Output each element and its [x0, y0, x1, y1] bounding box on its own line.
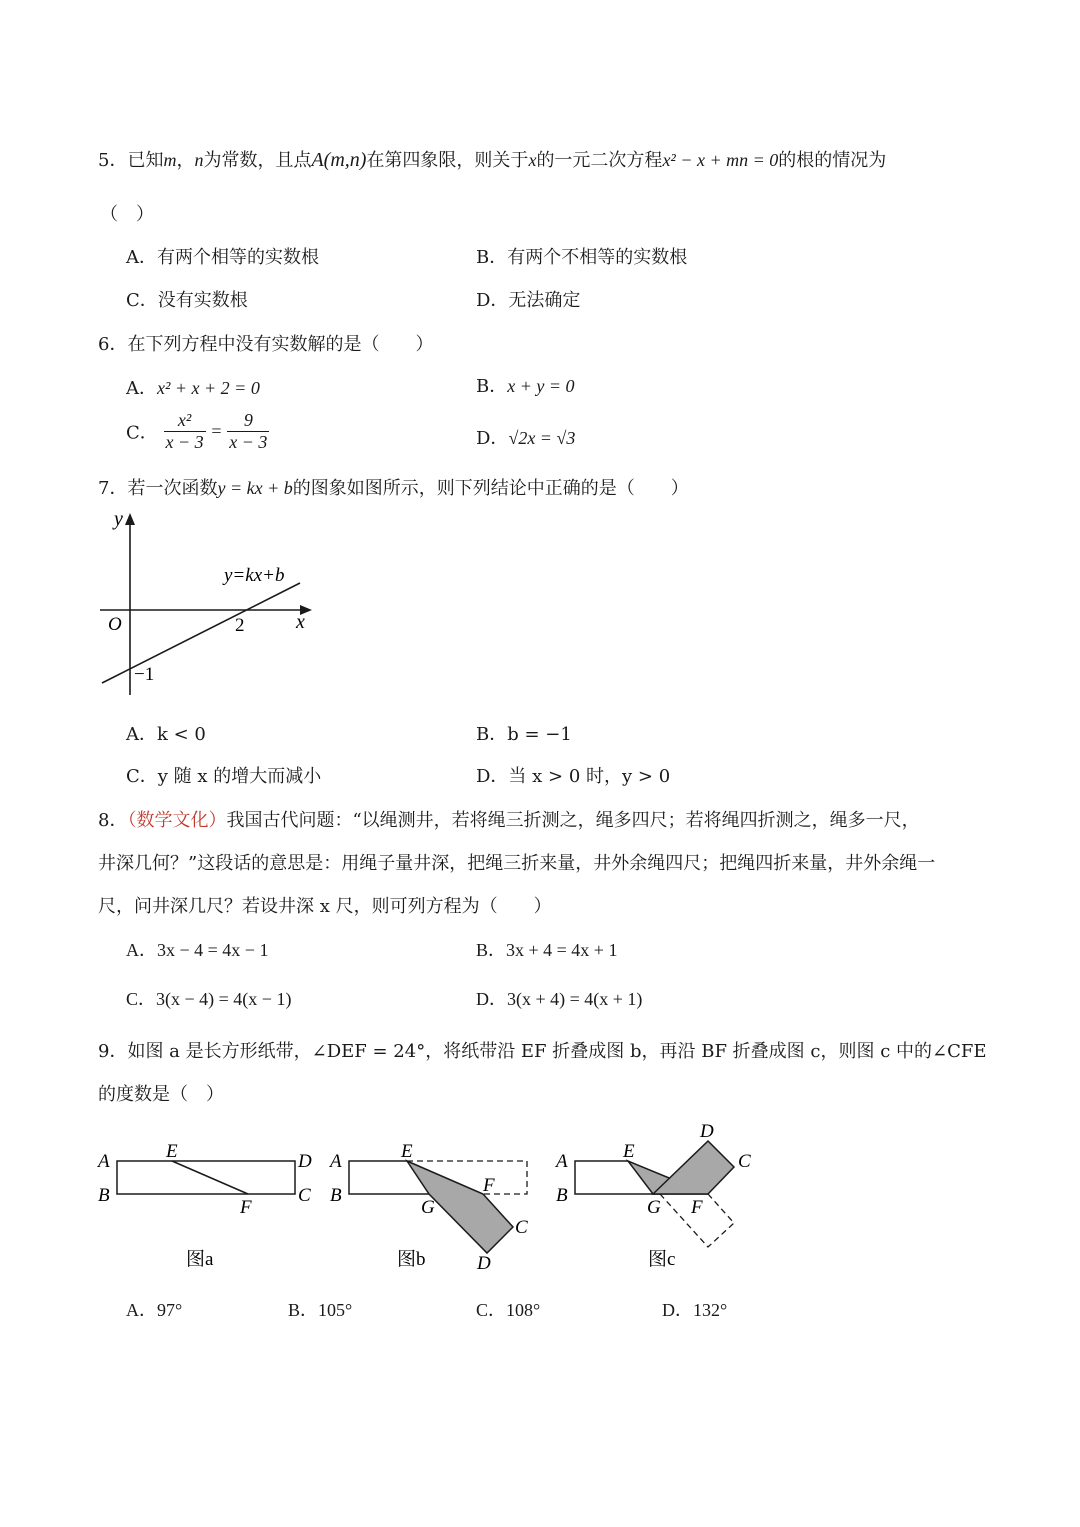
- q9-fig-b-label-c: C: [515, 1217, 528, 1238]
- q5-text-2: 为常数，且点: [203, 150, 312, 171]
- q7-stem-part-1: 7．若一次函数: [98, 478, 218, 499]
- q6-option-d-expr: √2x = √3: [508, 428, 576, 448]
- q5-option-d: D．无法确定: [476, 290, 581, 311]
- q6-option-c-denominator-right: x − 3: [229, 432, 268, 452]
- q9-option-a: A．97°: [126, 1300, 183, 1320]
- q6-option-a-expr: x² + x + 2 = 0: [157, 378, 260, 398]
- q6-option-b: [476, 372, 575, 398]
- q8-line-1-text: 我国古代问题：“以绳测井，若将绳三折测之，绳多四尺；若将绳四折测之，绳多一尺，: [226, 810, 920, 831]
- q8-option-b: B．3x + 4 = 4x + 1: [476, 940, 618, 960]
- q9-fig-c-folded-part: [653, 1141, 734, 1194]
- q5-stem: [98, 146, 886, 172]
- q9-fig-a-label-e: E: [166, 1141, 178, 1162]
- q5-var-m: m: [163, 150, 177, 170]
- q6-stem: 6．在下列方程中没有实数解的是（ ）: [98, 334, 434, 355]
- q9-fig-b-caption: 图b: [397, 1249, 426, 1270]
- q5-text-4: 的一元二次方程: [536, 150, 663, 171]
- q7-y-intercept-label: −1: [134, 664, 155, 685]
- q9-fig-b-label-g: G: [421, 1197, 435, 1218]
- q8-option-d: D．3(x + 4) = 4(x + 1): [476, 989, 643, 1009]
- q9-figure-c: [548, 1115, 778, 1285]
- q9-figure-b: [325, 1135, 555, 1280]
- q7-stem-part-2: 的图象如图所示，则下列结论中正确的是（ ）: [292, 478, 689, 499]
- q5-point-a: A(m,n): [311, 149, 367, 171]
- q9-option-b: B．105°: [288, 1300, 353, 1320]
- q5-option-b: B．有两个不相等的实数根: [476, 247, 688, 268]
- q9-fig-a-label-a: A: [98, 1151, 110, 1172]
- q9-fig-b-label-f: F: [483, 1175, 495, 1196]
- q5-text-5: 的根的情况为: [778, 150, 887, 171]
- q8-line-1: [98, 806, 920, 832]
- q5-var-n: n: [194, 150, 204, 170]
- q8-option-a: A．3x − 4 = 4x − 1: [126, 940, 269, 960]
- q9-fig-a-label-b: B: [98, 1185, 110, 1206]
- q7-function-line: [102, 583, 300, 683]
- q6-option-c-fraction-left: [164, 410, 206, 453]
- q6-option-a: [126, 374, 260, 400]
- q9-fig-c-label-e: E: [623, 1141, 635, 1162]
- q7-option-b: B．b = −1: [476, 724, 572, 745]
- q7-x-label: x: [296, 611, 305, 633]
- q9-line-1: 9．如图 a 是长方形纸带，∠DEF = 24°，将纸带沿 EF 折叠成图 b，再沿 BF 折叠成图 c，则图 c 中的∠CFE: [98, 1041, 987, 1062]
- q6-option-b-label: B．: [476, 376, 508, 397]
- q6-option-c: [126, 410, 269, 453]
- q7-option-d: D．当 x > 0 时，y > 0: [476, 766, 671, 787]
- q7-x-intercept-label: 2: [235, 615, 245, 636]
- q7-option-c: C．y 随 x 的增大而减小: [126, 766, 322, 787]
- q9-fig-a-fold-line: [172, 1161, 248, 1194]
- q9-figure-a: [90, 1135, 330, 1275]
- q9-fig-a-label-c: C: [298, 1185, 311, 1206]
- q9-fig-a-strip: [117, 1161, 295, 1194]
- q7-y-arrow: [125, 513, 135, 525]
- q9-fig-c-caption: 图c: [648, 1249, 676, 1270]
- q6-option-c-numerator-left: x²: [164, 410, 206, 432]
- q6-option-c-denominator-left: x − 3: [165, 432, 204, 452]
- q6-option-b-expr: x + y = 0: [507, 376, 575, 396]
- q9-fig-a-label-f: F: [240, 1197, 252, 1218]
- q8-line-2: 井深几何？”这段话的意思是：用绳子量井深，把绳三折来量，井外余绳四尺；把绳四折来量，井外余绳一: [98, 853, 936, 874]
- q9-fig-c-label-d: D: [700, 1121, 714, 1142]
- q5-text-3: 在第四象限，则关于: [366, 150, 529, 171]
- q9-fig-c-label-a: A: [556, 1151, 568, 1172]
- q9-fig-c-label-c: C: [738, 1151, 751, 1172]
- q6-option-d-label: D．: [476, 428, 509, 449]
- q9-option-c: C．108°: [476, 1300, 541, 1320]
- q9-fig-c-label-b: B: [556, 1185, 568, 1206]
- q9-fig-c-label-g: G: [647, 1197, 661, 1218]
- q8-option-c: C．3(x − 4) = 4(x − 1): [126, 989, 292, 1009]
- q8-line-3: 尺，问井深几尺？若设井深 x 尺，则可列方程为（ ）: [98, 896, 552, 917]
- q8-culture-tag: （数学文化）: [127, 810, 227, 831]
- q9-fig-a-caption: 图a: [186, 1249, 214, 1270]
- q5-option-c: C．没有实数根: [126, 290, 248, 311]
- q7-graph: [90, 505, 330, 700]
- q7-stem: [98, 474, 689, 500]
- q7-function: y = kx + b: [217, 478, 293, 498]
- q9-fig-b-label-d: D: [477, 1253, 491, 1274]
- q8-number: 8．: [98, 810, 128, 831]
- q5-equation: x² − x + mn = 0: [662, 150, 779, 170]
- q6-option-c-label: C．: [126, 422, 158, 444]
- q5-number: 5．: [98, 150, 128, 171]
- q9-fig-b-label-e: E: [401, 1141, 413, 1162]
- q6-option-d: [476, 424, 575, 450]
- q9-option-d: D．132°: [662, 1300, 728, 1320]
- q9-fig-b-label-a: A: [330, 1151, 342, 1172]
- q5-answer-paren: （ ）: [100, 204, 154, 225]
- q6-option-c-equals: =: [211, 421, 222, 441]
- q5-text-1: 已知: [127, 150, 164, 171]
- q5-separator: ，: [176, 150, 195, 171]
- q9-fig-a-label-d: D: [298, 1151, 312, 1172]
- q5-option-a: A．有两个相等的实数根: [126, 247, 319, 268]
- q7-option-a: A．k < 0: [126, 724, 206, 745]
- q7-y-label: y: [114, 508, 123, 530]
- q9-line-2: 的度数是（ ）: [98, 1084, 224, 1105]
- q5-var-x: x: [528, 150, 537, 170]
- q7-origin-label: O: [108, 614, 122, 635]
- q9-fig-c-label-f: F: [691, 1197, 703, 1218]
- q9-fig-b-label-b: B: [330, 1185, 342, 1206]
- q6-option-c-numerator-right: 9: [227, 410, 269, 432]
- q6-option-a-label: A．: [126, 378, 157, 399]
- q7-line-label: y=kx+b: [224, 565, 285, 586]
- q6-option-c-fraction-right: [227, 410, 269, 453]
